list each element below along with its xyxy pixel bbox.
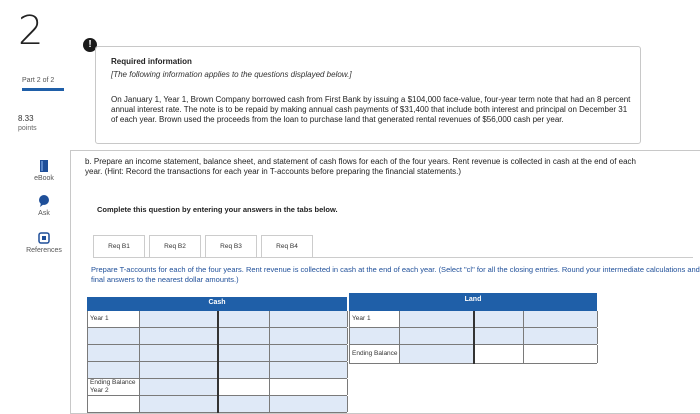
sidebar-item-label: References [26,247,62,254]
empty-cell [524,345,598,363]
cash-credit-label-input[interactable] [218,345,270,361]
cash-debit-input[interactable] [140,328,218,344]
sidebar-item-references[interactable] [22,232,66,254]
cash-row-label: Year 1 [88,311,140,327]
cash-credit-input[interactable] [270,362,348,378]
cash-credit-input[interactable] [270,396,348,412]
empty-cell [270,379,348,395]
cash-credit-input[interactable] [270,311,348,327]
points-label: points [18,125,37,132]
ending-balance-label: Ending Balance [90,379,136,386]
empty-cell [218,379,270,395]
land-row-label: Year 1 [350,311,400,327]
tab-req-b2[interactable]: Req B2 [149,235,201,258]
land-credit-input[interactable] [524,328,598,344]
land-debit-input[interactable] [400,311,474,327]
cash-debit-label-input[interactable] [88,362,140,378]
complete-instruction: Complete this question by entering your answers in the tabs below. [97,205,338,214]
info-title: Required information [111,57,192,66]
book-icon [39,160,49,172]
cash-debit-label-input[interactable] [88,328,140,344]
tab-req-b3[interactable]: Req B3 [205,235,257,258]
land-credit-label-input[interactable] [474,311,524,327]
part-indicator: Part 2 of 2 [22,77,55,84]
cash-t-account-header: Cash [87,297,347,311]
cash-credit-label-input[interactable] [218,328,270,344]
land-ending-balance-input[interactable] [400,345,474,363]
part-progress-bar [22,88,64,91]
cash-debit-input[interactable] [140,362,218,378]
land-credit-input[interactable] [524,311,598,327]
tab-instructions: Prepare T-accounts for each of the four years. Rent revenue is collected in cash at the end of each year. (Select "cl" for all the closing entries. Round your intermediate calculations and final answers to the nearest dollar amounts.) [91,265,700,284]
land-credit-label-input[interactable] [474,328,524,344]
cash-t-account-grid [87,311,347,413]
cash-credit-input[interactable] [270,345,348,361]
info-subtitle: [The following information applies to the questions displayed below.] [111,70,352,79]
land-t-account-header: Land [349,293,597,311]
cash-credit-input[interactable] [270,328,348,344]
cash-row-label [88,379,140,395]
question-number: 2 [18,8,44,54]
required-information-box [95,46,641,144]
sidebar-item-ask[interactable] [22,195,66,217]
cash-debit-input[interactable] [140,311,218,327]
empty-cell [474,345,524,363]
info-body: On January 1, Year 1, Brown Company borrowed cash from First Bank by issuing a $104,000 face-value, four-year term note that had an 8 percent annual interest rate. The note is to be repaid by making annual cash payments of $31,400 that include both interest and principal on December 31 of each year. Brown used the proceeds from the loan to purchase land that generated rental revenues of $56,000 cash per year. [111,95,631,124]
sidebar-item-label: Ask [38,210,50,217]
tab-req-b1[interactable]: Req B1 [93,235,145,258]
question-text: b. Prepare an income statement, balance sheet, and statement of cash flows for each of the four years. Rent revenue is collected in cash at the end of each year. (Hint: Record the transactions for each year in T-accounts before preparing the financial statements.) [85,157,636,176]
points-value: 8.33 [18,114,34,123]
chat-bubble-icon [38,195,50,207]
land-t-account-grid [349,311,597,364]
cash-credit-label-input[interactable] [218,311,270,327]
sidebar-item-label: eBook [34,175,54,182]
cash-debit-label-input[interactable] [88,345,140,361]
cash-debit-input[interactable] [140,396,218,412]
cash-credit-label-input[interactable] [218,396,270,412]
alert-icon: ! [83,38,97,52]
land-debit-label-input[interactable] [350,328,400,344]
question-box [70,150,700,414]
land-debit-input[interactable] [400,328,474,344]
cash-ending-balance-input[interactable] [140,379,218,395]
cash-debit-input[interactable] [140,345,218,361]
t-account-divider [473,311,475,364]
cash-credit-label-input[interactable] [218,362,270,378]
sidebar-item-ebook[interactable] [22,160,66,182]
land-t-account [349,293,597,364]
year-2-label: Year 2 [90,387,109,394]
references-icon [38,232,50,244]
tab-req-b4[interactable]: Req B4 [261,235,313,258]
tab-underline [93,257,693,258]
land-row-label: Ending Balance [350,345,400,363]
empty-cell [88,396,140,412]
t-account-divider [217,311,219,413]
cash-t-account [87,297,347,413]
points-display [18,114,37,134]
